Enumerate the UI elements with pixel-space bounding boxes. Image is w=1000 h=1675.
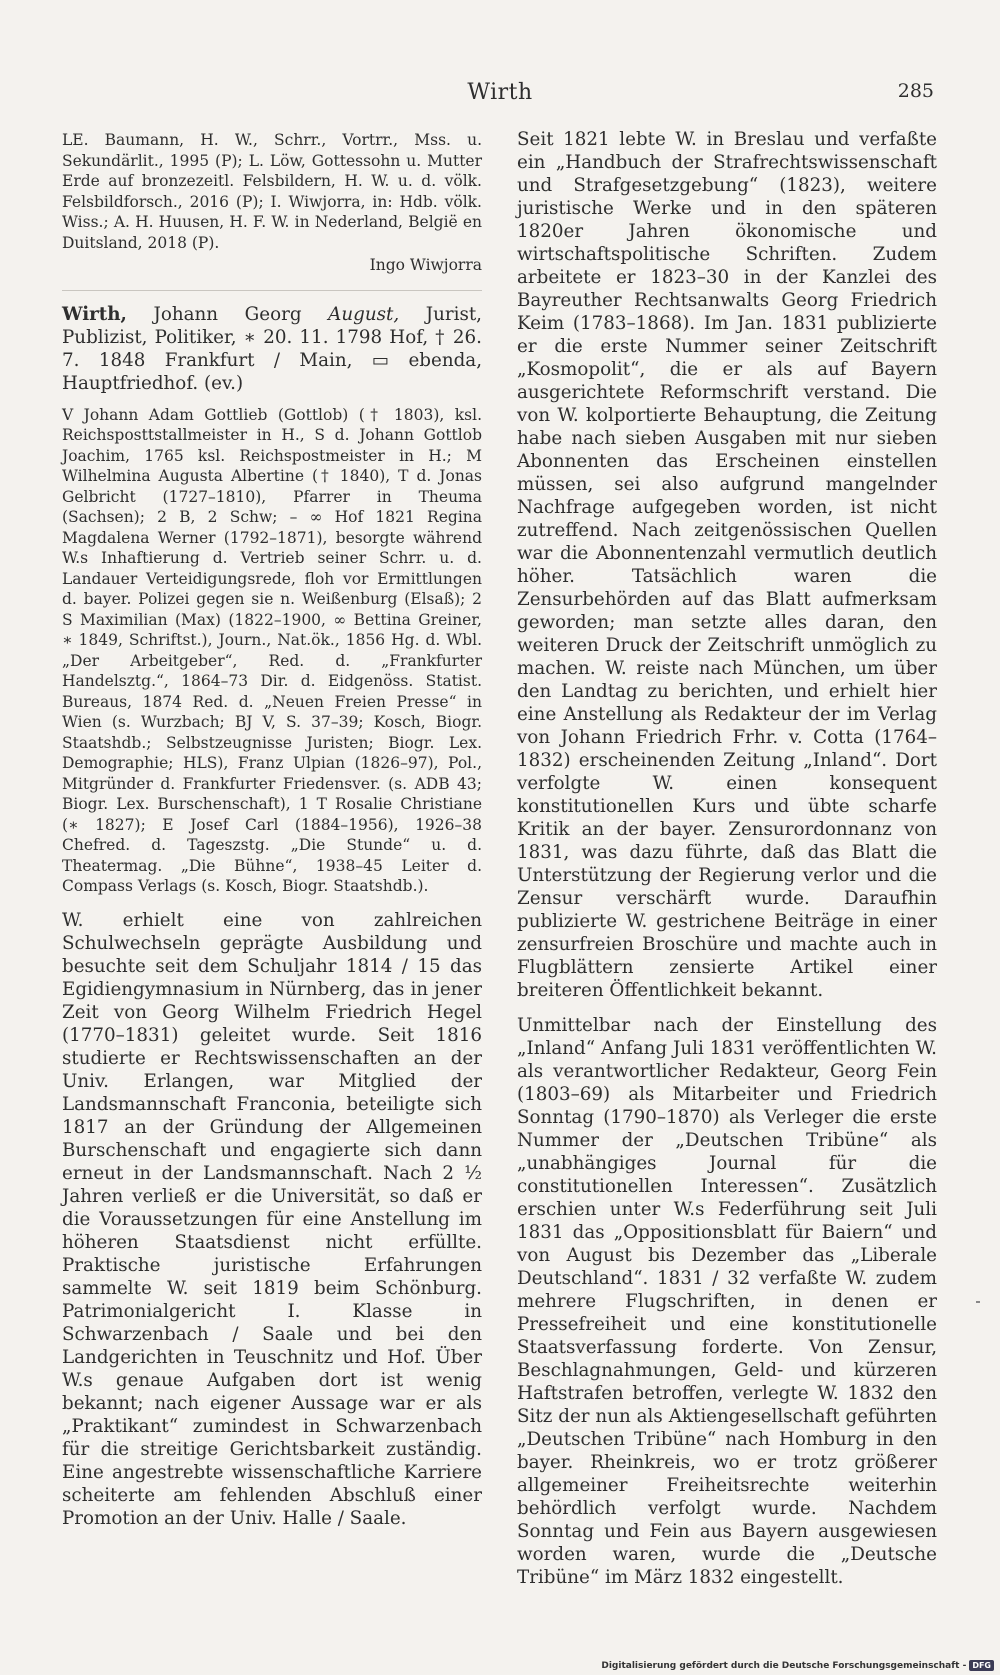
entry-divider bbox=[62, 290, 482, 291]
entry-lemma: Wirth, bbox=[62, 303, 127, 325]
entry-details: Jurist, Publizist, Politiker, ∗ 20. 11. 1798 Hof, † 26. 7. 1848 Frankfurt / Main, ▭ ebenda, Hauptfriedhof. (ev.) bbox=[62, 303, 482, 394]
margin-mark bbox=[976, 1301, 980, 1303]
running-header-title: Wirth bbox=[467, 80, 533, 105]
biography-paragraph-1: W. erhielt eine von zahlreichen Schulwechseln geprägte Ausbildung und besuchte seit dem Schuljahr 1814 / 15 das Egidiengymnasium in Nürnberg, das in jener Zeit von Georg Wilhelm Friedrich Hegel (1770–1831) geleitet wurde. Seit 1816 studierte er Rechtswissenschaften an der Univ. Erlangen, war Mitglied der Landsmannschaft Franconia, beteiligte sich 1817 an der Gründung der Allgemeinen Burschenschaft und engagierte sich dann erneut in der Landsmannschaft. Nach 2 ½ Jahren verließ er die Universität, so daß er die Voraussetzungen für eine Anstellung im höheren Staatsdienst nicht erfüllte. Praktische juristische Erfahrungen sammelte W. seit 1819 beim Schönburg. Patrimonialgericht I. Klasse in Schwarzenbach / Saale und bei den Landgerichten in Teuschnitz und Hof. Über W.s genaue Aufgaben dort ist wenig bekannt; nach eigener Aussage war er als „Praktikant“ zumindest in Schwarzenbach für die streitige Gerichtsbarkeit zuständig. Eine angestrebte wissenschaftliche Karriere scheiterte am fehlenden Abschluß einer Promotion an der Univ. Halle / Saale. bbox=[62, 909, 482, 1529]
genealogy-section: V Johann Adam Gottlieb (Gottlob) († 1803), ksl. Reichsposttstallmeister in H., S d. Johann Gottlob Joachim, 1765 ksl. Reichspostmeister in H.; M Wilhelmina Augusta Albertine († 1840), T d. Jonas Gelbricht (1727–1810), Pfarrer in Theuma (Sachsen); 2 B, 2 Schw; – ∞ Hof 1821 Regina Magdalena Werner (1792–1871), besorgte während W.s Inhaftierung d. Vertrieb seiner Schrr. u. d. Landauer Verteidigungsrede, floh vor Ermittlungen d. bayer. Polizei gegen sie n. Weißenburg (Elsaß); 2 S Maximilian (Max) (1822–1900, ∞ Bettina Greiner, ∗ 1849, Schriftst.), Journ., Nat.ök., 1856 Hg. d. Wbl. „Der Arbeitgeber“, Red. d. „Frankfurter Handelsztg.“, 1864–73 Dir. d. Eidgenöss. Statist. Bureaus, 1874 Red. d. „Neuen Freien Presse“ in Wien (s. Wurzbach; BJ V, S. 37–39; Kosch, Biogr. Staatshdb.; Selbstzeugnisse Juristen; Biogr. Lex. Demographie; HLS), Franz Ulpian (1826–97), Pol., Mitgründer d. Frankfurter Friedensver. (s. ADB 43; Biogr. Lex. Burschenschaft), 1 T Rosalie Christiane (∗ 1827); E Josef Carl (1884–1956), 1926–38 Chefred. d. Tageszstg. „Die Stunde“ u. d. Theatermag. „Die Bühne“, 1938–45 Leiter d. Compass Verlags (s. Kosch, Biogr. Staatshdb.). bbox=[62, 405, 482, 895]
article-author: Ingo Wiwjorra bbox=[369, 256, 482, 274]
left-column bbox=[62, 130, 482, 1530]
footer-text: Digitalisierung gefördert durch die Deutsche Forschungsgemeinschaft - bbox=[601, 1660, 967, 1671]
dfg-logo-icon: DFG bbox=[969, 1660, 994, 1671]
right-column bbox=[517, 128, 937, 1589]
page-number: 285 bbox=[897, 80, 934, 102]
biography-paragraph-2: Seit 1821 lebte W. in Breslau und verfaßte ein „Handbuch der Strafrechtswissenschaft und Strafgesetzgebung“ (1823), weitere juristische Werke und in den späteren 1820er Jahren ökonomische und wirtschaftspolitische Schriften. Zudem arbeitete er 1823–30 in der Kanzlei des Bayreuther Rechtsanwalts Georg Friedrich Keim (1783–1868). Im Jan. 1831 publizierte er die erste Nummer seiner Zeitschrift „Kosmopolit“, die er als auf Bayern ausgerichtete Reformschrift verstand. Die von W. kolportierte Behauptung, die Zeitung habe nach sieben Ausgaben mit nur sieben Abonnenten das Erscheinen einstellen müssen, sei also aufgrund mangelnder Nachfrage aufgegeben worden, ist nicht zutreffend. Nach zeitgenössischen Quellen war die Abonnentenzahl vermutlich deutlich höher. Tatsächlich waren die Zensurbehörden auf das Blatt aufmerksam geworden; man setzte alles daran, den weiteren Druck der Zeitschrift unmöglich zu machen. W. reiste nach München, um über den Landtag zu berichten, und erhielt hier eine Anstellung als Redakteur der im Verlag von Johann Friedrich Frhr. v. Cotta (1764–1832) erscheinenden Zeitung „Inland“. Dort verfolgte W. einen konsequent konstitutionellen Kurs und übte scharfe Kritik an der bayer. Zensurordonnanz von 1831, was dazu führte, daß das Blatt die Unterstützung der Regierung verlor und die Zensur verschärft wurde. Daraufhin publizierte W. gestrichene Beiträge in einer zensurfreien Broschüre und machte auch in Flugblättern zensierte Artikel einer breiteren Öffentlichkeit bekannt. bbox=[517, 129, 937, 1001]
entry-call-name: August, bbox=[328, 303, 400, 325]
literature-list: LE. Baumann, H. W., Schrr., Vortrr., Mss. u. Sekundärlit., 1995 (P); L. Löw, Gottessohn u. Mutter Erde auf bronzezeitl. Felsbildern, H. W. u. d. völk. Felsbildforsch., 2016 (P); I. Wiwjorra, in: Hdb. völk. Wiss.; A. H. Huusen, H. F. W. in Nederland, België en Duitsland, 2018 (P). bbox=[62, 131, 482, 252]
entry-given-names: Johann Georg bbox=[153, 303, 302, 325]
biography-paragraph-3: Unmittelbar nach der Einstellung des „Inland“ Anfang Juli 1831 veröffentlichten W. als verantwortlicher Redakteur, Georg Fein (1803–69) als Mitarbeiter und Friedrich Sonntag (1790–1870) als Verleger die erste Nummer der „Deutschen Tribüne“ als „unabhängiges Journal für die constitutionellen Interessen“. Zusätzlich erschien unter W.s Federführung seit Juli 1831 das „Oppositionsblatt für Baiern“ und von August bis Dezember das „Liberale Deutschland“. 1831 / 32 verfaßte W. zudem mehrere Flugschriften, in denen er Pressefreiheit und eine konstitutionelle Staatsverfassung forderte. Von Zensur, Beschlagnahmungen, Geld- und kürzeren Haftstrafen betroffen, verlegte W. 1832 den Sitz der nun als Aktiengesellschaft geführten „Deutschen Tribüne“ nach Homburg in den bayer. Rheinkreis, wo er trotz größerer allgemeiner Freiheitsrechte weiterhin behördlich verfolgt wurde. Nachdem Sonntag und Fein aus Bayern ausgewiesen worden waren, wurde die „Deutsche Tribüne“ im März 1832 eingestellt. bbox=[517, 1015, 937, 1588]
entry-heading bbox=[62, 303, 482, 395]
digitization-footer bbox=[601, 1660, 994, 1671]
